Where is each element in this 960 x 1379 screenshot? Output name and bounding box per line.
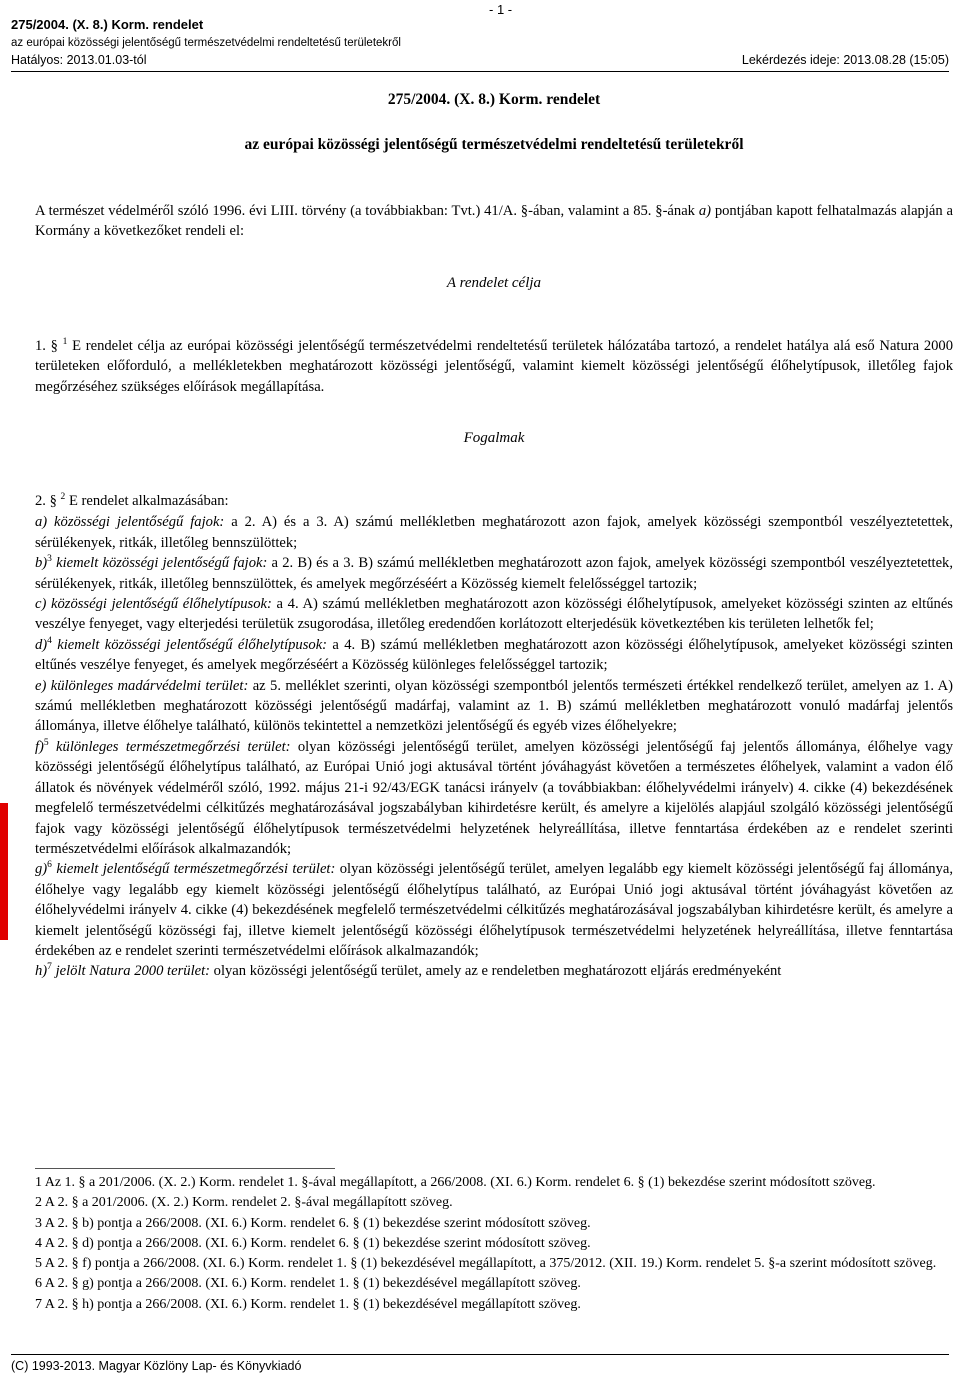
section-heading-purpose: A rendelet célja [446,275,542,291]
definition-d [35,635,953,676]
preamble-text-2: pontjában kapott felhatalmazás alapján a Kormány a következőket rendeli el: [35,203,953,240]
definition-d-text: a 4. B) számú mellékletben meghatározott azon közösségi élőhelytípusok, amelyeket közösségi szinten eltűnés veszélye fenyeget, és amelyek megőrzéséért a Közösség különleges felelősséggel tartozik; [35,636,953,674]
definition-b-text: a 2. B) és a 3. B) számú mellékletben meghatározott azon fajok, amelyek közösségi szempontból veszélyeztetettek, sérülékenyek, ritkák, illetőleg bennszülöttek, és amelyek megőrzéséért a Közösség kiemelt felelősséggel tartozik; [35,555,954,592]
preamble [35,201,953,242]
definition-f-text: olyan közösségi jelentőségű terület, amelyen közösségi jelentőségű faj jelentős állománya, élőhelye vagy közösségi jelentőségű élőhelytípus található, az Európai Unió jogi aktusával történt jóváhagyást követően a természetes élőhelyek, valamint a vadon élő állatok és növények védelméről szóló, 1992. május 21-i 92/43/EGK tanácsi irányelv (a továbbiakban: élőhelyvédelmi irányelv) 4. cikke (4) bekezdésének megfelelő természetvédelmi célkitűzés meghatározásával jogszabályban kihirdetésre került, és amelyre a kijelölés alapjául szolgáló közösségi jelentőségű fajok vagy közösségi jelentőségű élőhelytípusok természetvédelmi helyzetének helyreállítása, illetve fenntartása érdekében az e rendelet szerinti természetvédelmi előírások alkalmazandók; [35,738,953,857]
definition-h [35,961,953,981]
footnote-number: 5 [35,1256,42,1272]
footnote-item [35,1214,953,1234]
footnote-item [35,1193,953,1213]
definition-a [35,512,953,553]
definition-f-label: f) [35,738,44,755]
definition-g-text: olyan közösségi jelentőségű terület, amelyen legalább egy kiemelt közösségi jelentőségű faj állománya, élőhelye vagy legalább egy kiemelt közösségi jelentőségű élőhelytípus található, az Európai Unió jogi aktusával történt jóváhagyást követően az élőhelyvédelmi irányelv 4. cikke (4) bekezdésének megfelelő természetvédelmi célkitűzés meghatározásával jogszabályban kihirdetésre került, és amelyre a kiemelt jelentőségű közösségi faj, illetve kiemelt jelentőségű közösségi élőhelytípusok természetvédelmi helyzetének helyreállítása, illetve fenntartása érdekében az e rendelet szerinti természetvédelmi előírások alkalmazandók; [35,861,953,959]
footnote-ref-2[interactable]: 2 [60,492,66,503]
header-title: 275/2004. (X. 8.) Korm. rendelet [11,17,204,32]
section-2-number: 2. § [35,493,57,509]
footer-divider [11,1354,949,1355]
header-subtitle: az európai közösségi jelentőségű természetvédelmi rendeltetésű területekről [11,37,401,49]
footnote-ref-3[interactable]: 3 [47,554,52,565]
definition-g [35,859,953,961]
definition-h-text: olyan közösségi jelentőségű terület, amely az e rendeletben meghatározott eljárás eredményeként [210,963,782,980]
header-divider [11,71,949,72]
footnote-ref-6[interactable]: 6 [47,860,52,871]
definition-b-term: kiemelt közösségi jelentőségű fajok: [51,555,268,572]
definition-e-term: e) különleges madárvédelmi terület: [35,677,249,694]
definition-b [35,553,953,594]
footnote-text: Az 1. § a 201/2006. (X. 2.) Korm. rendelet 1. §-ával megállapított, a 266/2008. (XI. 6.) Korm. rendelet 6. § (1) bekezdése szerint módosított szöveg. [42,1175,876,1190]
definition-c-term: c) közösségi jelentőségű élőhelytípusok: [35,596,272,613]
definition-d-term: kiemelt közösségi jelentőségű élőhelytípusok: [51,636,328,653]
footnote-number: 2 [35,1195,42,1211]
definition-a-term: a) közösségi jelentőségű fajok: [35,514,225,531]
footnote-item [35,1173,953,1193]
document-title: 275/2004. (X. 8.) Korm. rendelet [387,91,601,108]
definition-e-text: az 5. melléklet szerinti, olyan közösségi szempontból jelentős természeti értékkel rendelkező terület, amelyen az 1. A) számú mellékletben meghatározott közösségi jelentőségű madárfaj, valamint az 1. B) számú mellékletben meghatározott vonuló madárfaj jelentős állománya, illetve élőhelye található, különös tekintettel a nemzetközi jelentőségű és egyéb vizes élőhelyekre; [35,677,953,735]
footnote-ref-7[interactable]: 7 [47,962,52,973]
footnote-text: A 2. § f) pontja a 266/2008. (XI. 6.) Korm. rendelet 1. § (1) bekezdésével megállapított, a 375/2012. (XII. 19.) Korm. rendelet 5. §-a szerint módosított szöveg. [42,1256,937,1272]
section-1-text: E rendelet célja az európai közösségi jelentőségű természetvédelmi rendeltetésű területek hálózatába tartozó, a rendelet hatálya alá eső Natura 2000 területeken előforduló, a mellékletekben meghatározott közösségi jelentőségű, valamint kiemelt közösségi jelentőségű élőhelytípusok, illetőleg fajok megőrzéséhez szükséges előírások megállapítása. [35,338,954,395]
footer-copyright: (C) 1993-2013. Magyar Közlöny Lap- és Könyvkiadó [11,1359,302,1373]
footnote-ref-4[interactable]: 4 [47,635,52,646]
section-2 [35,491,953,982]
document-subtitle: az európai közösségi jelentőségű természetvédelmi rendeltetésű területekről [244,136,744,153]
footnote-text: A 2. § d) pontja a 266/2008. (XI. 6.) Korm. rendelet 6. § (1) bekezdése szerint módosított szöveg. [42,1235,591,1251]
footnote-text: A 2. § h) pontja a 266/2008. (XI. 6.) Korm. rendelet 1. § (1) bekezdésével megállapított szöveg. [42,1296,581,1312]
footnote-item [35,1234,953,1254]
definition-f [35,737,953,859]
footnote-number: 4 [35,1235,42,1251]
footnote-ref-1[interactable]: 1 [62,337,68,348]
footnote-number: 6 [35,1276,42,1292]
definition-h-label: h) [35,963,48,980]
page-number: - 1 - [489,2,513,17]
header-query-time: Lekérdezés ideje: 2013.08.28 (15:05) [741,53,949,67]
footnote-text: A 2. § g) pontja a 266/2008. (XI. 6.) Korm. rendelet 1. § (1) bekezdésével megállapított szöveg. [42,1276,581,1292]
footnote-number: 3 [35,1215,42,1231]
section-1-number: 1. § [35,338,58,354]
section-heading-definitions: Fogalmak [463,430,525,446]
footnote-item [35,1295,953,1315]
definition-b-label: b) [35,555,48,572]
definition-e [35,676,953,737]
definition-d-label: d) [35,636,48,653]
footnote-list [35,1173,953,1315]
header-valid-from: Hatályos: 2013.01.03-tól [11,53,147,67]
definition-a-text: a 2. A) és a 3. A) számú mellékletben meghatározott azon fajok, amelyek közösségi szempontból veszélyeztetettek, sérülékenyek, ritkák, illetőleg bennszülöttek; [35,514,954,551]
footnote-ref-5[interactable]: 5 [43,738,49,749]
footnote-item [35,1274,953,1294]
section-1 [35,336,953,397]
preamble-text-1: A természet védelméről szóló 1996. évi LIII. törvény (a továbbiakban: Tvt.) 41/A. §-ában, valamint a 85. §-ának [35,203,699,219]
definition-c-text: a 4. A) számú mellékletben meghatározott azon közösségi élőhelytípusok, amelyeket közösségi szinten az eltűnés veszélye fenyeget, vagy elterjedési területük zsugorodása, illetőleg eredendően korlátozott elterjedésük következtében kis területen lelhetők fel; [35,596,953,633]
section-2-intro: E rendelet alkalmazásában: [65,493,229,509]
definition-h-term: jelölt Natura 2000 terület: [51,963,211,980]
page-header [11,0,949,72]
definition-f-term: különleges természetmegőrzési terület: [48,738,291,755]
change-marker-bar [0,803,8,940]
footnote-number: 1 [35,1175,42,1190]
footnote-divider [35,1168,335,1169]
footnote-text: A 2. § b) pontja a 266/2008. (XI. 6.) Korm. rendelet 6. § (1) bekezdése szerint módosított szöveg. [42,1215,591,1231]
definition-g-label: g) [35,861,48,878]
footnote-item [35,1254,953,1274]
footnote-text: A 2. § a 201/2006. (X. 2.) Korm. rendelet 2. §-ával megállapított szöveg. [42,1195,453,1211]
preamble-point-a: a) [698,203,711,219]
definition-g-term: kiemelt jelentőségű természetmegőrzési terület: [51,861,336,878]
footnote-number: 7 [35,1296,42,1312]
definition-c [35,594,953,635]
